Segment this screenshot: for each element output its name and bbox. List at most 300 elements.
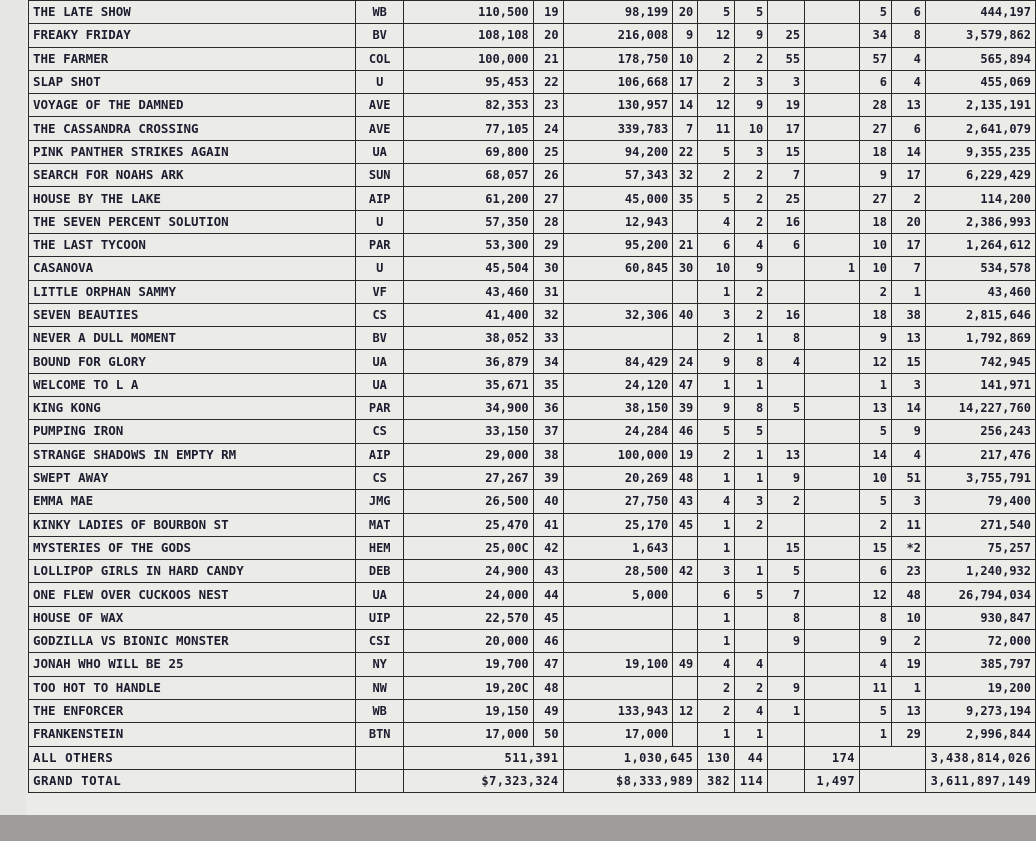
distributor-cell: WB	[356, 1, 404, 24]
total-weeks-cell: 18	[860, 303, 892, 326]
cities-cell: 10	[735, 117, 768, 140]
peak-cell: *2	[891, 536, 925, 559]
cities-cell: 1	[735, 723, 768, 746]
previous-gross-cell: 178,750	[563, 47, 673, 70]
rank-cell: 26	[533, 164, 563, 187]
footer-gross-cell: $7,323,324	[404, 769, 563, 792]
total-weeks-cell: 2	[860, 280, 892, 303]
previous-gross-cell: 100,000	[563, 443, 673, 466]
cities-cell: 5	[735, 1, 768, 24]
weekly-gross-cell: 82,353	[404, 94, 534, 117]
weeks-cell: 10	[698, 257, 735, 280]
total-weeks-cell: 9	[860, 164, 892, 187]
footer-row	[29, 769, 1036, 792]
extra-count-cell	[805, 723, 860, 746]
weekly-gross-cell: 19,20C	[404, 676, 534, 699]
table-row	[29, 699, 1036, 722]
previous-gross-cell: 27,750	[563, 490, 673, 513]
peak-cell: 29	[891, 723, 925, 746]
rank-cell: 29	[533, 233, 563, 256]
cumulative-gross-cell: 930,847	[925, 606, 1035, 629]
weeks-cell: 5	[698, 140, 735, 163]
weekly-gross-cell: 19,700	[404, 653, 534, 676]
weeks-cell: 1	[698, 466, 735, 489]
distributor-cell: MAT	[356, 513, 404, 536]
peak-cell: 13	[891, 327, 925, 350]
distributor-cell: U	[356, 70, 404, 93]
weekly-gross-cell: 24,000	[404, 583, 534, 606]
distributor-cell: BV	[356, 24, 404, 47]
previous-rank-cell: 32	[673, 164, 698, 187]
weekly-gross-cell: 17,000	[404, 723, 534, 746]
peak-cell: 19	[891, 653, 925, 676]
cities-cell: 4	[735, 233, 768, 256]
table-row	[29, 350, 1036, 373]
extra-count-cell	[805, 699, 860, 722]
weekly-gross-cell: 27,267	[404, 466, 534, 489]
total-weeks-cell: 18	[860, 210, 892, 233]
screens-cell: 9	[768, 466, 805, 489]
peak-cell: 8	[891, 24, 925, 47]
cities-cell	[735, 536, 768, 559]
cumulative-gross-cell: 2,386,993	[925, 210, 1035, 233]
screens-cell: 5	[768, 397, 805, 420]
distributor-cell: CSI	[356, 630, 404, 653]
extra-count-cell	[805, 1, 860, 24]
screens-cell: 55	[768, 47, 805, 70]
weeks-cell: 3	[698, 560, 735, 583]
table-row	[29, 606, 1036, 629]
rank-cell: 34	[533, 350, 563, 373]
total-weeks-cell: 6	[860, 560, 892, 583]
screens-cell: 3	[768, 70, 805, 93]
cumulative-gross-cell: 534,578	[925, 257, 1035, 280]
weekly-gross-cell: 20,000	[404, 630, 534, 653]
footer-gross-cell: 511,391	[404, 746, 563, 769]
cities-cell: 3	[735, 70, 768, 93]
total-weeks-cell: 27	[860, 187, 892, 210]
screens-cell: 7	[768, 164, 805, 187]
weekly-gross-cell: 22,570	[404, 606, 534, 629]
cities-cell: 5	[735, 420, 768, 443]
rank-cell: 35	[533, 373, 563, 396]
peak-cell: 2	[891, 187, 925, 210]
cumulative-gross-cell: 385,797	[925, 653, 1035, 676]
film-title-cell: STRANGE SHADOWS IN EMPTY RM	[29, 443, 356, 466]
weeks-cell: 2	[698, 70, 735, 93]
previous-rank-cell: 47	[673, 373, 698, 396]
weeks-cell: 4	[698, 210, 735, 233]
extra-count-cell	[805, 117, 860, 140]
screens-cell	[768, 257, 805, 280]
previous-rank-cell	[673, 630, 698, 653]
film-title-cell: THE CASSANDRA CROSSING	[29, 117, 356, 140]
previous-rank-cell: 7	[673, 117, 698, 140]
screens-cell: 15	[768, 140, 805, 163]
cities-cell: 1	[735, 560, 768, 583]
weekly-gross-cell: 61,200	[404, 187, 534, 210]
table-row	[29, 630, 1036, 653]
film-title-cell: MYSTERIES OF THE GODS	[29, 536, 356, 559]
table-row	[29, 560, 1036, 583]
cumulative-gross-cell: 3,579,862	[925, 24, 1035, 47]
previous-rank-cell: 21	[673, 233, 698, 256]
cities-cell	[735, 606, 768, 629]
previous-rank-cell: 48	[673, 466, 698, 489]
distributor-cell: CS	[356, 420, 404, 443]
weeks-cell: 1	[698, 723, 735, 746]
table-row	[29, 164, 1036, 187]
weekly-gross-cell: 24,900	[404, 560, 534, 583]
total-weeks-cell: 6	[860, 70, 892, 93]
rank-cell: 33	[533, 327, 563, 350]
cumulative-gross-cell: 26,794,034	[925, 583, 1035, 606]
cumulative-gross-cell: 742,945	[925, 350, 1035, 373]
weeks-cell: 5	[698, 420, 735, 443]
film-title-cell: SWEPT AWAY	[29, 466, 356, 489]
previous-gross-cell: 133,943	[563, 699, 673, 722]
cumulative-gross-cell: 271,540	[925, 513, 1035, 536]
rank-cell: 46	[533, 630, 563, 653]
screens-cell: 2	[768, 490, 805, 513]
weeks-cell: 12	[698, 24, 735, 47]
previous-rank-cell	[673, 583, 698, 606]
previous-gross-cell	[563, 280, 673, 303]
cities-cell	[735, 630, 768, 653]
extra-count-cell	[805, 94, 860, 117]
distributor-cell: BTN	[356, 723, 404, 746]
film-title-cell: CASANOVA	[29, 257, 356, 280]
distributor-cell: CS	[356, 303, 404, 326]
cumulative-gross-cell: 79,400	[925, 490, 1035, 513]
cities-cell: 1	[735, 327, 768, 350]
weekly-gross-cell: 57,350	[404, 210, 534, 233]
cities-cell: 2	[735, 164, 768, 187]
film-title-cell: THE ENFORCER	[29, 699, 356, 722]
cities-cell: 2	[735, 210, 768, 233]
footer-cities-cell: 114	[735, 769, 768, 792]
table-row	[29, 676, 1036, 699]
cumulative-gross-cell: 2,135,191	[925, 94, 1035, 117]
cumulative-gross-cell: 1,264,612	[925, 233, 1035, 256]
weeks-cell: 1	[698, 630, 735, 653]
distributor-cell: AVE	[356, 117, 404, 140]
film-title-cell: HOUSE BY THE LAKE	[29, 187, 356, 210]
peak-cell: 2	[891, 630, 925, 653]
empty-cell	[768, 746, 805, 769]
previous-rank-cell: 24	[673, 350, 698, 373]
film-title-cell: THE SEVEN PERCENT SOLUTION	[29, 210, 356, 233]
screens-cell	[768, 280, 805, 303]
weeks-cell: 4	[698, 490, 735, 513]
extra-count-cell	[805, 630, 860, 653]
weeks-cell: 2	[698, 47, 735, 70]
extra-count-cell	[805, 420, 860, 443]
extra-count-cell	[805, 606, 860, 629]
extra-count-cell	[805, 373, 860, 396]
table-row	[29, 536, 1036, 559]
distributor-cell: UIP	[356, 606, 404, 629]
extra-count-cell	[805, 280, 860, 303]
total-weeks-cell: 15	[860, 536, 892, 559]
weeks-cell: 1	[698, 513, 735, 536]
previous-gross-cell	[563, 327, 673, 350]
screens-cell: 9	[768, 630, 805, 653]
previous-gross-cell: 28,500	[563, 560, 673, 583]
extra-count-cell	[805, 676, 860, 699]
total-weeks-cell: 13	[860, 397, 892, 420]
previous-gross-cell: 24,120	[563, 373, 673, 396]
distributor-cell: AIP	[356, 443, 404, 466]
table-row	[29, 210, 1036, 233]
box-office-table	[28, 0, 1036, 793]
rank-cell: 23	[533, 94, 563, 117]
distributor-cell: HEM	[356, 536, 404, 559]
film-title-cell: ONE FLEW OVER CUCKOOS NEST	[29, 583, 356, 606]
weekly-gross-cell: 33,150	[404, 420, 534, 443]
total-weeks-cell: 9	[860, 327, 892, 350]
film-title-cell: EMMA MAE	[29, 490, 356, 513]
cumulative-gross-cell: 9,355,235	[925, 140, 1035, 163]
cities-cell: 2	[735, 303, 768, 326]
total-weeks-cell: 8	[860, 606, 892, 629]
film-title-cell: FREAKY FRIDAY	[29, 24, 356, 47]
cumulative-gross-cell: 217,476	[925, 443, 1035, 466]
previous-gross-cell: 12,943	[563, 210, 673, 233]
screens-cell	[768, 723, 805, 746]
table-row	[29, 233, 1036, 256]
previous-rank-cell: 20	[673, 1, 698, 24]
empty-cell	[860, 769, 926, 792]
previous-rank-cell: 43	[673, 490, 698, 513]
peak-cell: 1	[891, 676, 925, 699]
cumulative-gross-cell: 43,460	[925, 280, 1035, 303]
weekly-gross-cell: 36,879	[404, 350, 534, 373]
film-title-cell: PINK PANTHER STRIKES AGAIN	[29, 140, 356, 163]
distributor-cell: WB	[356, 699, 404, 722]
weeks-cell: 3	[698, 303, 735, 326]
total-weeks-cell: 5	[860, 1, 892, 24]
footer-weeks-cell: 382	[698, 769, 735, 792]
film-title-cell: FRANKENSTEIN	[29, 723, 356, 746]
distributor-cell: COL	[356, 47, 404, 70]
film-title-cell: KING KONG	[29, 397, 356, 420]
footer-count-cell: 174	[805, 746, 860, 769]
previous-rank-cell	[673, 723, 698, 746]
distributor-cell: PAR	[356, 397, 404, 420]
previous-rank-cell: 30	[673, 257, 698, 280]
cumulative-gross-cell: 6,229,429	[925, 164, 1035, 187]
film-title-cell: BOUND FOR GLORY	[29, 350, 356, 373]
previous-rank-cell: 14	[673, 94, 698, 117]
distributor-cell: UA	[356, 583, 404, 606]
table-row	[29, 47, 1036, 70]
film-title-cell: TOO HOT TO HANDLE	[29, 676, 356, 699]
table-row	[29, 70, 1036, 93]
table-row	[29, 490, 1036, 513]
rank-cell: 50	[533, 723, 563, 746]
weeks-cell: 2	[698, 443, 735, 466]
table-row	[29, 327, 1036, 350]
empty-cell	[768, 769, 805, 792]
previous-rank-cell: 10	[673, 47, 698, 70]
cities-cell: 1	[735, 443, 768, 466]
cumulative-gross-cell: 1,792,869	[925, 327, 1035, 350]
total-weeks-cell: 11	[860, 676, 892, 699]
footer-cities-cell: 44	[735, 746, 768, 769]
previous-gross-cell: 216,008	[563, 24, 673, 47]
previous-rank-cell: 9	[673, 24, 698, 47]
previous-gross-cell: 45,000	[563, 187, 673, 210]
peak-cell: 15	[891, 350, 925, 373]
rank-cell: 20	[533, 24, 563, 47]
distributor-cell: U	[356, 210, 404, 233]
total-weeks-cell: 5	[860, 490, 892, 513]
weekly-gross-cell: 45,504	[404, 257, 534, 280]
table-row	[29, 583, 1036, 606]
total-weeks-cell: 18	[860, 140, 892, 163]
peak-cell: 7	[891, 257, 925, 280]
cities-cell: 8	[735, 350, 768, 373]
weekly-gross-cell: 68,057	[404, 164, 534, 187]
previous-rank-cell: 46	[673, 420, 698, 443]
previous-gross-cell	[563, 606, 673, 629]
table-row	[29, 443, 1036, 466]
distributor-cell: SUN	[356, 164, 404, 187]
table-row	[29, 1, 1036, 24]
extra-count-cell	[805, 513, 860, 536]
peak-cell: 48	[891, 583, 925, 606]
previous-gross-cell: 95,200	[563, 233, 673, 256]
peak-cell: 9	[891, 420, 925, 443]
extra-count-cell	[805, 233, 860, 256]
previous-rank-cell: 42	[673, 560, 698, 583]
film-title-cell: THE LAST TYCOON	[29, 233, 356, 256]
extra-count-cell	[805, 443, 860, 466]
previous-rank-cell	[673, 676, 698, 699]
weekly-gross-cell: 110,500	[404, 1, 534, 24]
peak-cell: 4	[891, 47, 925, 70]
rank-cell: 24	[533, 117, 563, 140]
rank-cell: 36	[533, 397, 563, 420]
cumulative-gross-cell: 2,641,079	[925, 117, 1035, 140]
total-weeks-cell: 10	[860, 257, 892, 280]
table-row	[29, 303, 1036, 326]
peak-cell: 6	[891, 1, 925, 24]
total-weeks-cell: 34	[860, 24, 892, 47]
rank-cell: 28	[533, 210, 563, 233]
weekly-gross-cell: 41,400	[404, 303, 534, 326]
rank-cell: 37	[533, 420, 563, 443]
rank-cell: 30	[533, 257, 563, 280]
weekly-gross-cell: 19,150	[404, 699, 534, 722]
empty-cell	[356, 746, 404, 769]
previous-rank-cell: 45	[673, 513, 698, 536]
weeks-cell: 4	[698, 653, 735, 676]
peak-cell: 6	[891, 117, 925, 140]
cities-cell: 1	[735, 373, 768, 396]
footer-total-cell: 3,611,897,149	[925, 769, 1035, 792]
cumulative-gross-cell: 1,240,932	[925, 560, 1035, 583]
screens-cell: 1	[768, 699, 805, 722]
film-title-cell: SEVEN BEAUTIES	[29, 303, 356, 326]
screens-cell: 19	[768, 94, 805, 117]
previous-rank-cell: 49	[673, 653, 698, 676]
extra-count-cell: 1	[805, 257, 860, 280]
film-title-cell: VOYAGE OF THE DAMNED	[29, 94, 356, 117]
desk-shadow	[0, 815, 1036, 841]
peak-cell: 10	[891, 606, 925, 629]
screens-cell: 7	[768, 583, 805, 606]
previous-rank-cell	[673, 210, 698, 233]
weekly-gross-cell: 43,460	[404, 280, 534, 303]
rank-cell: 32	[533, 303, 563, 326]
footer-row	[29, 746, 1036, 769]
previous-rank-cell	[673, 536, 698, 559]
cumulative-gross-cell: 3,755,791	[925, 466, 1035, 489]
empty-cell	[860, 746, 926, 769]
rank-cell: 40	[533, 490, 563, 513]
peak-cell: 17	[891, 233, 925, 256]
peak-cell: 51	[891, 466, 925, 489]
table-row	[29, 420, 1036, 443]
rank-cell: 48	[533, 676, 563, 699]
distributor-cell: UA	[356, 350, 404, 373]
previous-gross-cell: 5,000	[563, 583, 673, 606]
weeks-cell: 2	[698, 164, 735, 187]
previous-gross-cell: 38,150	[563, 397, 673, 420]
rank-cell: 42	[533, 536, 563, 559]
weekly-gross-cell: 25,470	[404, 513, 534, 536]
weekly-gross-cell: 100,000	[404, 47, 534, 70]
rank-cell: 43	[533, 560, 563, 583]
total-weeks-cell: 5	[860, 420, 892, 443]
weekly-gross-cell: 25,00C	[404, 536, 534, 559]
cumulative-gross-cell: 2,996,844	[925, 723, 1035, 746]
previous-rank-cell: 17	[673, 70, 698, 93]
film-title-cell: JONAH WHO WILL BE 25	[29, 653, 356, 676]
extra-count-cell	[805, 140, 860, 163]
footer-previous-cell: $8,333,989	[563, 769, 698, 792]
rank-cell: 31	[533, 280, 563, 303]
distributor-cell: DEB	[356, 560, 404, 583]
screens-cell: 16	[768, 210, 805, 233]
cumulative-gross-cell: 141,971	[925, 373, 1035, 396]
distributor-cell: BV	[356, 327, 404, 350]
previous-gross-cell: 1,643	[563, 536, 673, 559]
rank-cell: 39	[533, 466, 563, 489]
footer-total-cell: 3,438,814,026	[925, 746, 1035, 769]
footer-weeks-cell: 130	[698, 746, 735, 769]
extra-count-cell	[805, 164, 860, 187]
weekly-gross-cell: 35,671	[404, 373, 534, 396]
table-row	[29, 513, 1036, 536]
rank-cell: 19	[533, 1, 563, 24]
peak-cell: 4	[891, 70, 925, 93]
table-row	[29, 280, 1036, 303]
total-weeks-cell: 4	[860, 653, 892, 676]
weeks-cell: 9	[698, 350, 735, 373]
extra-count-cell	[805, 397, 860, 420]
distributor-cell: AIP	[356, 187, 404, 210]
empty-cell	[356, 769, 404, 792]
extra-count-cell	[805, 350, 860, 373]
previous-gross-cell: 130,957	[563, 94, 673, 117]
peak-cell: 3	[891, 490, 925, 513]
film-title-cell: NEVER A DULL MOMENT	[29, 327, 356, 350]
weeks-cell: 6	[698, 233, 735, 256]
cities-cell: 1	[735, 466, 768, 489]
